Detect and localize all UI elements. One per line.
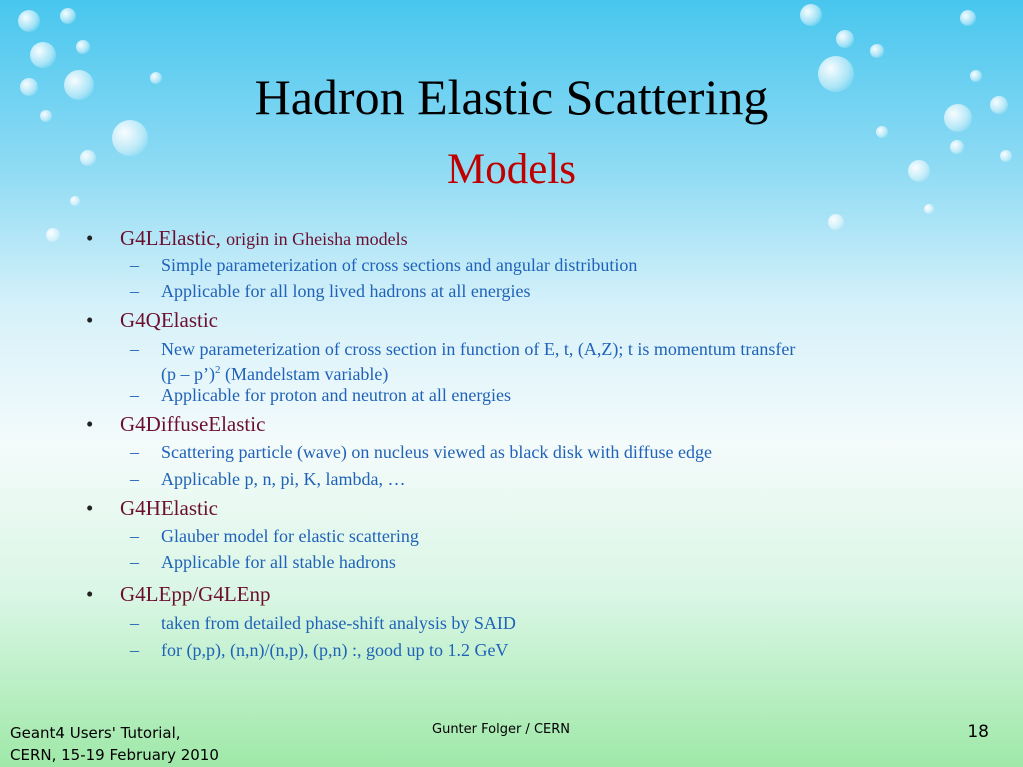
list-item-g4qelastic	[86, 308, 218, 333]
bullet-marker: •	[86, 308, 94, 332]
dash-marker: –	[130, 526, 139, 546]
mandelstam-note: (Mandelstam variable)	[220, 364, 389, 384]
footer-author: Gunter Folger / CERN	[432, 722, 570, 737]
dash-marker: –	[130, 339, 139, 359]
sub-item-text: Applicable for proton and neutron at all energies	[161, 385, 512, 405]
sub-item-text: Simple parameterization of cross sections and angular distribution	[161, 255, 638, 275]
sub-item	[130, 442, 712, 463]
sub-item-text: New parameterization of cross section in function of E, t, (A,Z); t is momentum transfer	[161, 339, 796, 359]
dash-marker: –	[130, 255, 139, 275]
dash-marker: –	[130, 469, 139, 489]
model-name: G4LEpp/G4LEnp	[120, 582, 271, 606]
sub-item-text: Glauber model for elastic scattering	[161, 526, 419, 546]
slide-title: Hadron Elastic Scattering	[254, 69, 769, 125]
sub-item-text: Applicable for all stable hadrons	[161, 552, 396, 572]
list-item-g4helastic	[86, 496, 218, 521]
sub-item-text: Applicable p, n, pi, K, lambda, …	[161, 469, 406, 489]
sub-item	[130, 469, 405, 490]
mandelstam-expression: (p – p’)	[161, 364, 215, 384]
sub-item-text: for (p,p), (n,n)/(n,p), (p,n) :, good up to 1.2 GeV	[161, 640, 509, 660]
sub-item-text: Scattering particle (wave) on nucleus viewed as black disk with diffuse edge	[161, 442, 712, 462]
sub-item	[130, 526, 419, 547]
sub-item-continuation	[130, 360, 795, 385]
sub-item	[130, 281, 531, 302]
sub-item-text: Applicable for all long lived hadrons at all energies	[161, 281, 531, 301]
exponent: 2	[214, 364, 221, 376]
slide-subtitle: Models	[447, 146, 576, 193]
dash-marker: –	[130, 385, 139, 405]
list-item-g4diffuseelastic	[86, 412, 265, 437]
footer-event-line2: CERN, 15-19 February 2010	[10, 746, 219, 764]
model-name: G4DiffuseElastic	[120, 412, 266, 436]
footer-event	[10, 722, 219, 766]
sub-item	[130, 640, 508, 661]
sub-item	[130, 339, 795, 385]
bullet-marker: •	[86, 496, 94, 520]
bullet-marker: •	[86, 582, 94, 606]
list-item-g4lepp-g4lenp	[86, 582, 270, 607]
model-name: G4QElastic	[120, 308, 218, 332]
sub-item-text: taken from detailed phase-shift analysis by SAID	[161, 613, 516, 633]
bullet-marker: •	[86, 226, 94, 250]
bullet-marker: •	[86, 412, 94, 436]
sub-item	[130, 552, 396, 573]
model-name: G4HElastic	[120, 496, 218, 520]
dash-marker: –	[130, 442, 139, 462]
dash-marker: –	[130, 613, 139, 633]
model-note: origin in Gheisha models	[226, 229, 408, 249]
dash-marker: –	[130, 281, 139, 301]
footer-event-line1: Geant4 Users' Tutorial,	[10, 724, 181, 742]
sub-item	[130, 385, 511, 406]
list-item-g4lelastic	[86, 226, 408, 251]
page-number: 18	[967, 722, 989, 742]
model-name: G4LElastic,	[120, 226, 227, 250]
sub-item	[130, 255, 637, 276]
dash-marker: –	[130, 640, 139, 660]
dash-marker: –	[130, 552, 139, 572]
sub-item	[130, 613, 516, 634]
